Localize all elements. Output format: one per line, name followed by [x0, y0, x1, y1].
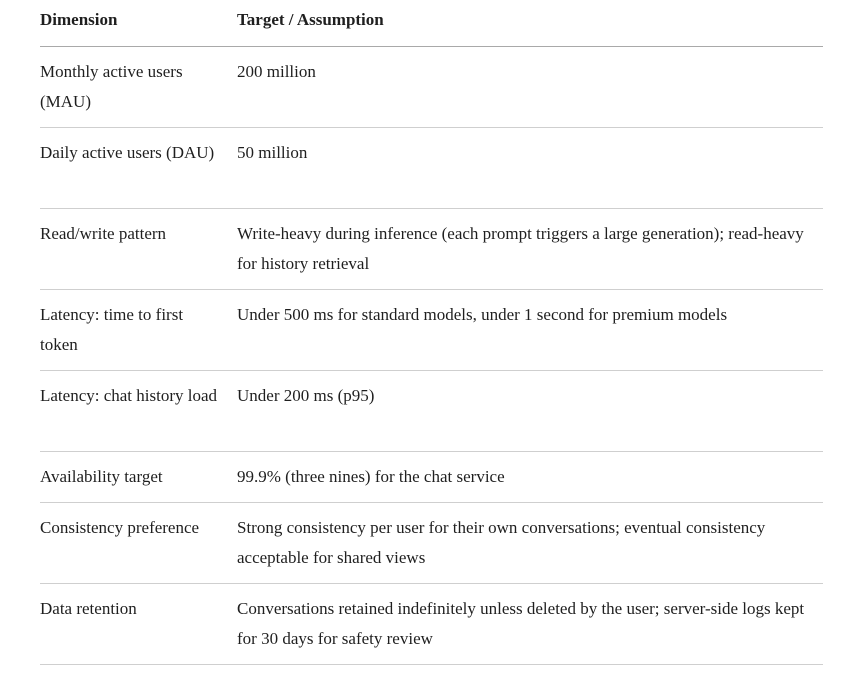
row-target: 50 million — [237, 143, 308, 162]
row-dimension: Monthly active users (MAU) — [40, 62, 183, 111]
row-target: Write-heavy during inference (each prompt triggers a large generation); read-heavy for history retrieval — [237, 224, 804, 273]
row-target: Conversations retained indefinitely unless deleted by the user; server-side logs kept for 30 days for safety review — [237, 599, 805, 648]
table-header-row — [40, 0, 823, 47]
requirements-table — [40, 0, 823, 665]
row-target: Under 200 ms (p95) — [237, 386, 375, 405]
row-target: 200 million — [237, 62, 316, 81]
row-dimension: Latency: time to first token — [40, 305, 184, 354]
table-row — [40, 452, 823, 503]
table-row — [40, 503, 823, 584]
row-target: Under 500 ms for standard models, under 1 second for premium models — [237, 305, 728, 324]
row-target: Strong consistency per user for their own conversations; eventual consistency acceptable for shared views — [237, 518, 766, 567]
table-row — [40, 371, 823, 452]
row-dimension: Consistency preference — [40, 518, 200, 537]
table-row — [40, 47, 823, 128]
row-dimension: Daily active users (DAU) — [40, 143, 215, 162]
table-row — [40, 128, 823, 209]
row-dimension: Data retention — [40, 599, 137, 618]
row-dimension: Availability target — [40, 467, 163, 486]
header-target: Target / Assumption — [237, 10, 384, 29]
header-dimension: Dimension — [40, 10, 118, 29]
table-row — [40, 584, 823, 665]
row-dimension: Latency: chat history load — [40, 386, 218, 405]
row-dimension: Read/write pattern — [40, 224, 167, 243]
table-row — [40, 290, 823, 371]
table-row — [40, 209, 823, 290]
row-target: 99.9% (three nines) for the chat service — [237, 467, 505, 486]
